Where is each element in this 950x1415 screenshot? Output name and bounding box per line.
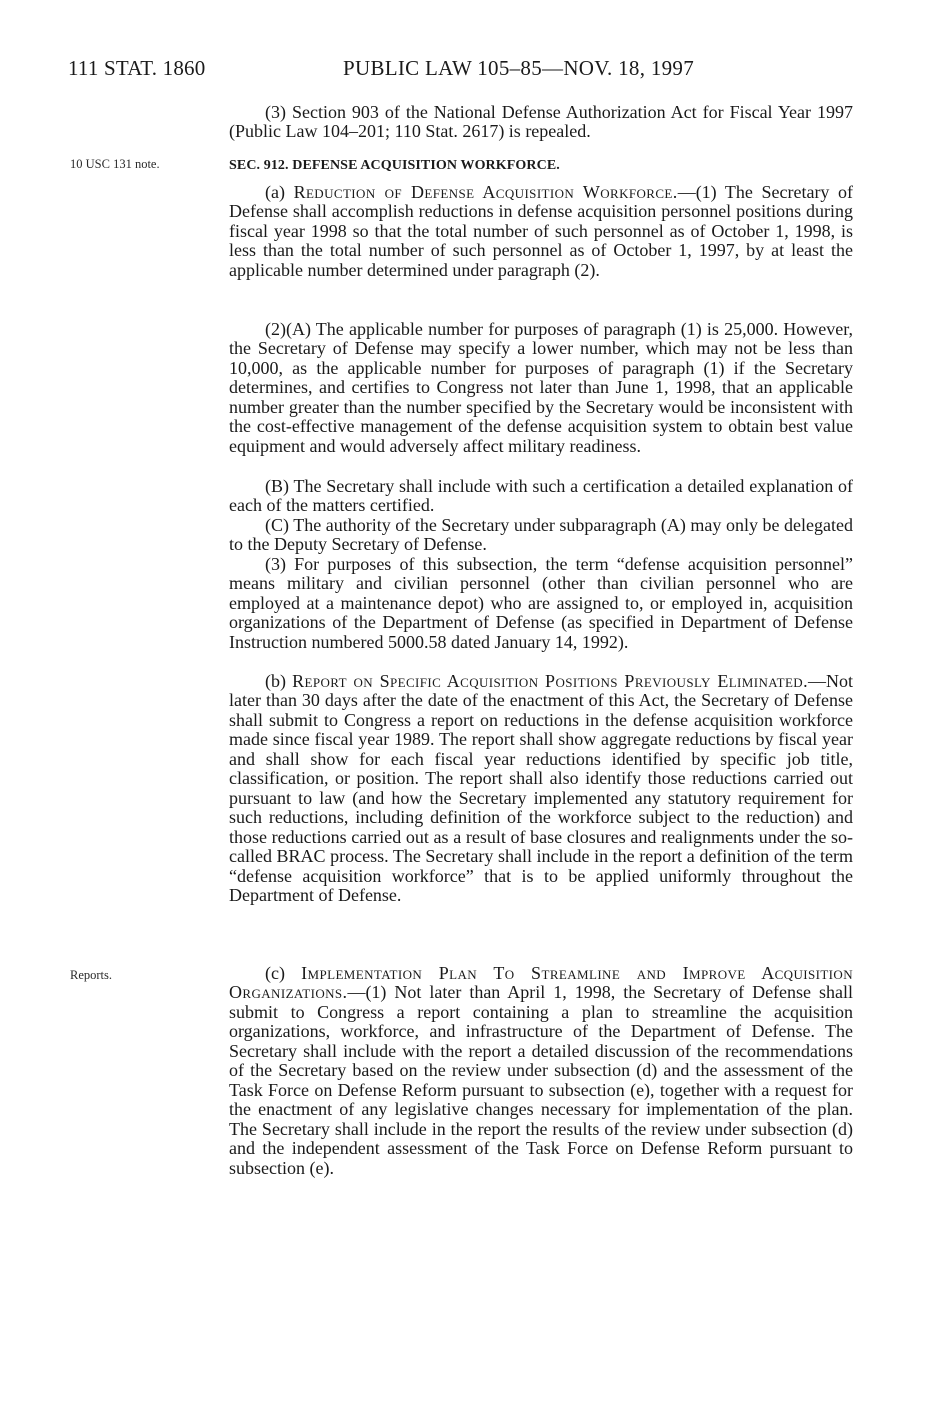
margin-note-reports: Reports. (70, 968, 113, 982)
subsection-a-paragraph-3: (3) For purposes of this subsection, the term “defense acquisition personnel” means military and civilian personnel (other than civilian personnel who are employed at a maintenance depot) who are assigned to, or employed in, acquisition organizations of the Department of Defense (as specified in Department of Defense Instruction numbered 5000.58 dated January 14, 1992). (229, 554, 853, 652)
subsection-a-prefix: (a) (265, 182, 294, 202)
subsection-a-text: —(1) The Secretary of Defense shall accomplish reductions in defense acquisition personnel positions during fiscal year 1998 so that the total number of such personnel as of October 1, 1998, is less than the total number of such personnel as of October 1, 1997, by at least the applicable number determined under paragraph (2). (229, 182, 853, 280)
subsection-b (229, 672, 853, 905)
subsection-a-paragraph-2C: (C) The authority of the Secretary under subparagraph (A) may only be delegated to the Deputy Secretary of Defense. (229, 515, 853, 555)
page-header (68, 56, 868, 90)
subsection-b-text: —Not later than 30 days after the date of the enactment of this Act, the Secretary of Defense shall submit to Congress a report on reductions in the defense acquisition workforce made since fiscal year 1989. The report shall show aggregate reductions by fiscal year and shall show for each fiscal year reductions identified by specific job title, classification, or position. The report shall also identify those reductions carried out pursuant to law (and how the Secretary implemented any statutory requirement for such reductions, including definition of the workforce subject to the reduction) and those reductions carried out as a result of base closures and realignments under the so-called BRAC process. The Secretary shall include in the report a definition of the term “defense acquisition workforce” that is to be applied uniformly throughout the Department of Defense. (229, 671, 853, 905)
subsection-b-prefix: (b) (265, 671, 293, 691)
subsection-a-paragraph-1 (229, 183, 853, 280)
subsection-c (229, 964, 853, 1178)
subsection-a-paragraph-2B: (B) The Secretary shall include with such a certification a detailed explanation of each of the matters certified. (229, 476, 853, 516)
public-law-citation: PUBLIC LAW 105–85—NOV. 18, 1997 (343, 56, 695, 80)
section-heading: SEC. 912. DEFENSE ACQUISITION WORKFORCE. (229, 158, 560, 173)
subsection-c-text: —(1) Not later than April 1, 1998, the Secretary of Defense shall submit to Congress a report containing a plan to streamline the acquisition organizations, workforce, and infrastructure of the Department of Defense. The Secretary shall include with the report a detailed discussion of the recommendations of the Secretary based on the review under subsection (d) and the assessment of the Task Force on Defense Reform pursuant to subsection (e), together with a request for the enactment of any legislative changes necessary for implementation of the plan. The Secretary shall include in the report the results of the review under subsection (d) and the independent assessment of the Task Force on Defense Reform pursuant to subsection (e). (229, 982, 853, 1178)
margin-note-usc: 10 USC 131 note. (70, 157, 160, 171)
subsection-b-heading: Report on Specific Acquisition Positions Previously Eliminated. (292, 671, 808, 691)
subsection-a-paragraph-2A: (2)(A) The applicable number for purposes of paragraph (1) is 25,000. However, the Secretary of Defense may specify a lower number, which may not be less than 10,000, as the applicable number for purposes of paragraph (1) if the Secretary determines, and certifies to Congress not later than June 1, 1998, that an applicable number greater than the number specified by the Secretary would be inconsistent with the cost-effective management of the defense acquisition system to obtain best value equipment and would adversely affect military readiness. (229, 319, 853, 456)
subsection-c-heading: Implementation Plan To Streamline and Improve Acquisition Organizations. (229, 963, 853, 1003)
subsection-c-prefix: (c) (265, 963, 302, 983)
subsection-a-heading: Reduction of Defense Acquisition Workforce. (293, 182, 678, 202)
statute-page-number: 111 STAT. 1860 (68, 56, 206, 80)
paragraph-repeal: (3) Section 903 of the National Defense Authorization Act for Fiscal Year 1997 (Public Law 104–201; 110 Stat. 2617) is repealed. (229, 102, 853, 142)
